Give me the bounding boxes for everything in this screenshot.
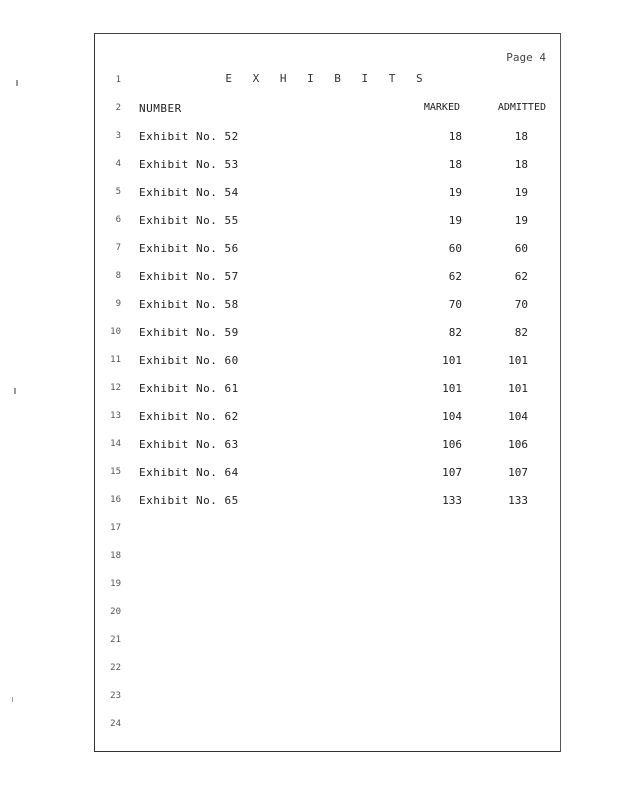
exhibit-admitted-page: 106 (508, 438, 528, 451)
line-number: 8 (115, 271, 121, 281)
exhibit-admitted-page: 19 (514, 214, 528, 227)
exhibit-admitted-page: 70 (514, 298, 528, 311)
exhibit-admitted-page: 133 (508, 494, 528, 507)
exhibit-marked-page: 133 (442, 494, 462, 507)
line-number: 20 (110, 607, 121, 617)
exhibit-admitted-page: 19 (514, 186, 528, 199)
exhibit-marked-page: 18 (448, 158, 462, 171)
exhibit-row (95, 326, 560, 340)
line-number: 12 (110, 383, 121, 393)
exhibit-marked-page: 19 (448, 214, 462, 227)
exhibit-marked-page: 107 (442, 466, 462, 479)
exhibit-name: Exhibit No. 55 (139, 214, 239, 227)
exhibit-marked-page: 101 (442, 382, 462, 395)
empty-line (95, 634, 560, 648)
exhibit-admitted-page: 104 (508, 410, 528, 423)
marked-column-header: MARKED (423, 102, 460, 113)
exhibit-name: Exhibit No. 58 (139, 298, 239, 311)
line-number: 5 (115, 187, 121, 197)
number-column-header: NUMBER (139, 102, 182, 115)
exhibit-marked-page: 18 (448, 130, 462, 143)
empty-line (95, 522, 560, 536)
transcript-page (94, 33, 561, 752)
exhibit-admitted-page: 18 (514, 158, 528, 171)
line-number: 23 (110, 691, 121, 701)
exhibit-row (95, 158, 560, 172)
line-number: 16 (110, 495, 121, 505)
exhibit-marked-page: 60 (448, 242, 462, 255)
exhibit-admitted-page: 62 (514, 270, 528, 283)
empty-line (95, 662, 560, 676)
exhibit-row (95, 298, 560, 312)
exhibit-name: Exhibit No. 61 (139, 382, 239, 395)
empty-line (95, 578, 560, 592)
exhibit-row (95, 186, 560, 200)
empty-line (95, 550, 560, 564)
line-number: 4 (115, 159, 121, 169)
scan-speck (14, 388, 16, 394)
exhibit-name: Exhibit No. 59 (139, 326, 239, 339)
line-number: 15 (110, 467, 121, 477)
exhibit-admitted-page: 82 (514, 326, 528, 339)
column-header-row (95, 102, 560, 116)
line-number: 19 (110, 579, 121, 589)
exhibit-row (95, 410, 560, 424)
exhibit-row (95, 466, 560, 480)
exhibit-marked-page: 106 (442, 438, 462, 451)
exhibit-admitted-page: 18 (514, 130, 528, 143)
exhibit-marked-page: 104 (442, 410, 462, 423)
empty-line (95, 718, 560, 732)
empty-line (95, 690, 560, 704)
exhibit-name: Exhibit No. 53 (139, 158, 239, 171)
exhibit-marked-page: 70 (448, 298, 462, 311)
exhibit-marked-page: 101 (442, 354, 462, 367)
line-number: 11 (110, 355, 121, 365)
line-number: 10 (110, 327, 121, 337)
line-number: 1 (115, 75, 121, 85)
exhibit-name: Exhibit No. 63 (139, 438, 239, 451)
exhibit-row (95, 270, 560, 284)
scan-speck (12, 697, 13, 702)
line-number: 18 (110, 551, 121, 561)
exhibit-marked-page: 82 (448, 326, 462, 339)
exhibit-row (95, 438, 560, 452)
exhibit-row (95, 494, 560, 508)
exhibit-row (95, 382, 560, 396)
line-number: 7 (115, 243, 121, 253)
exhibit-name: Exhibit No. 52 (139, 130, 239, 143)
exhibit-name: Exhibit No. 56 (139, 242, 239, 255)
scan-speck (16, 80, 18, 86)
exhibit-name: Exhibit No. 65 (139, 494, 239, 507)
exhibit-row (95, 354, 560, 368)
exhibit-admitted-page: 107 (508, 466, 528, 479)
admitted-column-header: ADMITTED (497, 102, 546, 113)
line-number: 13 (110, 411, 121, 421)
exhibit-name: Exhibit No. 62 (139, 410, 239, 423)
line-number: 22 (110, 663, 121, 673)
exhibit-row (95, 214, 560, 228)
line-number: 21 (110, 635, 121, 645)
exhibit-admitted-page: 101 (508, 382, 528, 395)
exhibit-admitted-page: 60 (514, 242, 528, 255)
page-number: Page 4 (506, 51, 546, 64)
exhibit-name: Exhibit No. 60 (139, 354, 239, 367)
exhibit-name: Exhibit No. 57 (139, 270, 239, 283)
line-number: 3 (115, 131, 121, 141)
empty-line (95, 606, 560, 620)
line-number: 14 (110, 439, 121, 449)
line-number: 17 (110, 523, 121, 533)
line-number: 9 (115, 299, 121, 309)
exhibit-name: Exhibit No. 64 (139, 466, 239, 479)
exhibit-row (95, 130, 560, 144)
exhibits-heading: E X H I B I T S (225, 72, 430, 85)
exhibit-admitted-page: 101 (508, 354, 528, 367)
line-number: 2 (115, 103, 121, 113)
exhibit-name: Exhibit No. 54 (139, 186, 239, 199)
line-number: 24 (110, 719, 121, 729)
exhibit-row (95, 242, 560, 256)
line-number: 6 (115, 215, 121, 225)
exhibit-marked-page: 19 (448, 186, 462, 199)
exhibit-marked-page: 62 (448, 270, 462, 283)
